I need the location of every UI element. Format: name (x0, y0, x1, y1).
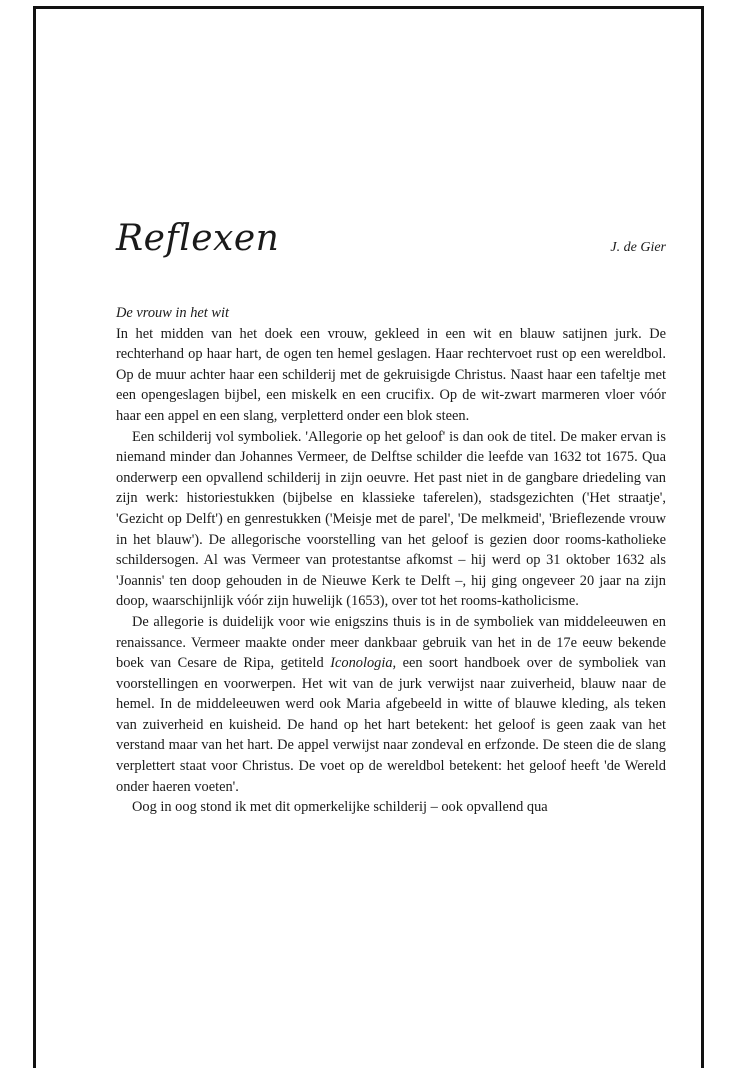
body-paragraph (116, 797, 666, 818)
body-paragraph (116, 612, 666, 797)
page-frame-right (701, 6, 704, 1068)
text-run: Oog in oog stond ik met dit opmerkelijke schilderij – ook opvallend qua (132, 799, 548, 816)
text-run: In het midden van het doek een vrouw, gekleed in een wit en blauw satijnen jurk. De rechterhand op haar hart, de ogen ten hemel geslagen. Haar rechtervoet rust op een wereldbol. Op de muur achter haar een schilderij met de gekruisigde Christus. Naast haar een tafeltje met een opengeslagen bijbel, een miskelk en een crucifix. Op de wit-zwart marmeren vloer vóór haar een appel en een slang, verpletterd onder een blok steen. (116, 325, 666, 424)
paragraph-list (116, 324, 666, 818)
body-paragraph (116, 324, 666, 427)
body-paragraph (116, 427, 666, 612)
page-frame-top (33, 6, 704, 9)
article-author: J. de Gier (610, 240, 666, 255)
text-run: De allegorie is duidelijk voor wie enigszins thuis is in de symboliek van middeleeuwen en renaissance. Vermeer maakte onder meer dankbaar gebruik van het in de 17e eeuw bekende boek van Cesare de Ripa, getiteld (116, 613, 666, 672)
article-title: Reflexen (116, 218, 280, 259)
text-run: Een schilderij vol symboliek. 'Allegorie op het geloof' is dan ook de titel. De maker ervan is niemand minder dan Johannes Vermeer, de Delftse schilder die leefde van 1632 tot 1675. Qua onderwerp een opvallend schilderij in zijn oeuvre. Het past niet in de gangbare driedeling van zijn werk: historiestukken (bijbelse en klassieke taferelen), stadsgezichten ('Het straatje', 'Gezicht op Delft') en genrestukken ('Meisje met de parel', 'De melkmeid', 'Brieflezende vrouw in het blauw'). De allegorische voorstelling van het geloof is gezien door rooms-katholieke schildersogen. Al was Vermeer van protestantse afkomst – hij werd op 31 oktober 1632 als 'Joannis' ten doop gehouden in de Nieuwe Kerk te Delft –, hij ging ongeveer 20 jaar na zijn doop, waarschijnlijk vóór zijn huwelijk (1653), over tot het rooms-katholicisme. (116, 428, 666, 610)
italic-text-run: Iconologia, (330, 655, 397, 672)
text-run: een soort handboek over de symboliek van voorstellingen en voorwerpen. Het wit van de jurk verwijst naar zuiverheid, blauw naar de hemel. In de middeleeuwen werd ook Maria afgebeeld in witte of blauwe kleding, als teken van zuiverheid en kuisheid. De hand op het hart betekent: het geloof is geen zaak van het verstand maar van het hart. De appel verwijst naar zondeval en erfzonde. De steen die de slang verplettert staat voor Christus. De voet op de wereldbol betekent: het geloof heeft 'de Wereld onder haeren voeten'. (116, 655, 666, 795)
section-subtitle: De vrouw in het wit (116, 305, 229, 321)
page-frame-left (33, 6, 36, 1068)
article-body (116, 303, 666, 818)
